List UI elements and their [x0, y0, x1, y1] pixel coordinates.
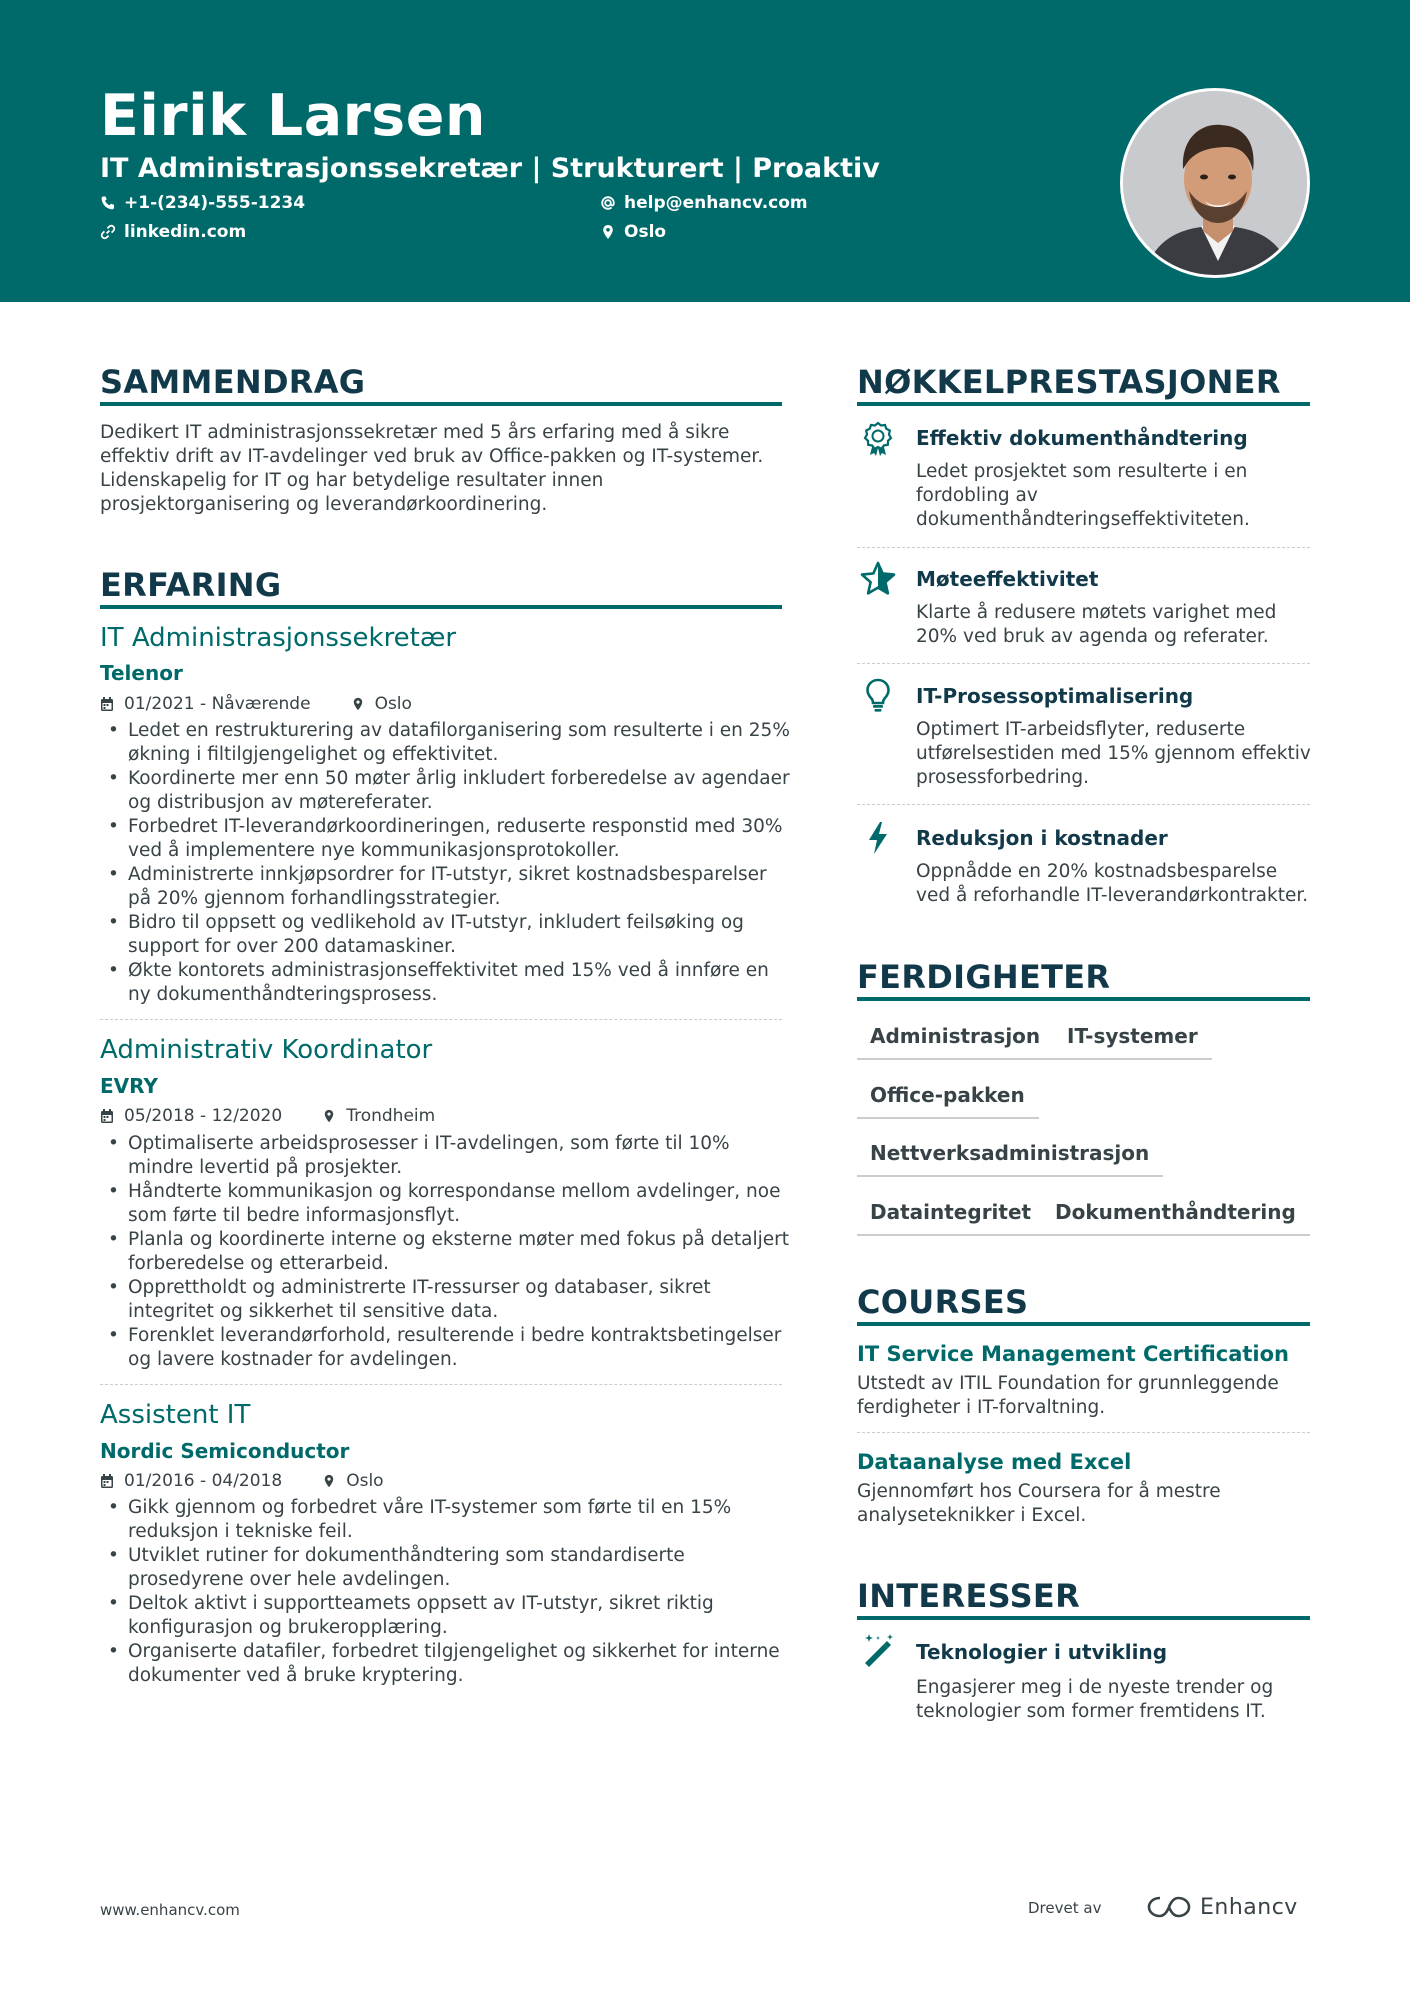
location-contact	[600, 220, 666, 244]
skill-tag: Nettverksadministrasjon	[857, 1139, 1163, 1177]
summary-line: effektiv drift av IT-avdelinger ved bruk av Office-pakken og IT-systemer.	[100, 446, 764, 467]
job-location: Oslo	[374, 694, 412, 714]
portrait-photo	[1123, 91, 1310, 278]
skill-tag: Dataintegritet	[857, 1198, 1045, 1236]
location-pin-icon	[600, 224, 616, 240]
phone-text: +1-(234)-555-1234	[124, 193, 306, 213]
list-item: • Organiserte datafiler, forbedret tilgjengelighet og sikkerhet for interne dokumenter ved å bruke kryptering.	[100, 1640, 790, 1688]
list-item: • Koordinerte mer enn 50 møter årlig inkludert forberedelse av agendaer og distribusjon av møtereferater.	[100, 767, 790, 815]
link-icon	[100, 224, 116, 240]
candidate-headline: IT Administrasjonssekretær | Strukturert | Proaktiv	[100, 153, 880, 184]
job-divider	[100, 1019, 782, 1020]
achievement-description: Oppnådde en 20% kostnadsbesparelse ved å reforhandle IT-leverandørkontrakter.	[916, 861, 1309, 906]
achievement-title: Reduksjon i kostnader	[916, 826, 1168, 850]
achievement-title: Effektiv dokumenthåndtering	[916, 426, 1248, 450]
email-text: help@enhancv.com	[624, 193, 808, 213]
summary-line: Dedikert IT administrasjonssekretær med 5 års erfaring med å sikre	[100, 422, 730, 443]
email-contact[interactable]	[600, 191, 808, 215]
skill-tag: Dokumenthåndtering	[1042, 1198, 1310, 1236]
award-ribbon-icon	[860, 420, 896, 456]
company-name: Nordic Semiconductor	[100, 1439, 350, 1463]
skills-heading: FERDIGHETER	[857, 958, 1111, 996]
achievement-title: Møteeffektivitet	[916, 567, 1099, 591]
list-item: • Utviklet rutiner for dokumenthåndtering som standardiserte prosedyrene over hele avdelingen.	[100, 1544, 790, 1592]
phone-icon	[100, 195, 116, 211]
list-item: • Økte kontorets administrasjonseffektivitet med 15% ved å innføre en ny dokumenthåndteringsprosess.	[100, 959, 790, 1007]
list-item: • Håndterte kommunikasjon og korrespondanse mellom avdelinger, noe som førte til bedre informasjonsflyt.	[100, 1180, 790, 1228]
list-item: • Deltok aktivt i supportteamets oppsett av IT-utstyr, sikret riktig konfigurasjon og brukeropplæring.	[100, 1592, 790, 1640]
magic-wand-icon	[860, 1632, 896, 1668]
job-location: Oslo	[346, 1471, 384, 1491]
linkedin-text: linkedin.com	[124, 222, 247, 242]
list-item: • Gikk gjennom og forbedret våre IT-systemer som førte til en 15% reduksjon i tekniske feil.	[100, 1496, 790, 1544]
skills-rule	[857, 997, 1310, 1001]
achievement-title: IT-Prosessoptimalisering	[916, 684, 1194, 708]
job-meta	[100, 692, 412, 716]
location-text: Oslo	[624, 222, 667, 242]
list-item: • Bidro til oppsett og vedlikehold av IT-utstyr, inkludert feilsøking og support for over 200 datamaskiner.	[100, 911, 790, 959]
job-bullets	[100, 719, 790, 1007]
location-pin-icon	[322, 1473, 336, 1489]
job-location: Trondheim	[346, 1106, 436, 1126]
courses-rule	[857, 1322, 1310, 1326]
location-pin-icon	[322, 1108, 336, 1124]
achievement-divider	[857, 804, 1310, 805]
summary-rule	[100, 402, 782, 406]
company-name: EVRY	[100, 1074, 158, 1098]
company-name: Telenor	[100, 661, 183, 685]
job-title: IT Administrasjonssekretær	[100, 623, 457, 653]
interest-description: Engasjerer meg i de nyeste trender og teknologier som former fremtidens IT.	[916, 1677, 1274, 1722]
list-item: • Opprettholdt og administrerte IT-ressurser og databaser, sikret integritet og sikkerhet til sensitive data.	[100, 1276, 790, 1324]
achievement-description: Ledet prosjektet som resulterte i en fordobling av dokumenthåndteringseffektiviteten.	[916, 461, 1250, 530]
star-icon	[860, 561, 896, 597]
at-icon	[600, 195, 616, 211]
lightning-icon	[860, 820, 896, 856]
linkedin-contact[interactable]	[100, 220, 246, 244]
job-divider	[100, 1384, 782, 1385]
summary-text	[100, 421, 763, 517]
achievements-rule	[857, 402, 1310, 406]
list-item: • Optimaliserte arbeidsprosesser i IT-avdelingen, som førte til 10% mindre levertid på prosjekter.	[100, 1132, 790, 1180]
experience-rule	[100, 605, 782, 609]
course-title: IT Service Management Certification	[857, 1342, 1289, 1366]
location-pin-icon	[351, 696, 365, 712]
summary-line: prosjektorganisering og leverandørkoordinering.	[100, 494, 548, 515]
achievement-description: Klarte å redusere møtets varighet med 20% ved bruk av agenda og referater.	[916, 602, 1277, 647]
courses-heading: COURSES	[857, 1283, 1029, 1321]
experience-heading: ERFARING	[100, 566, 282, 604]
calendar-icon	[100, 696, 114, 712]
lightbulb-icon	[860, 677, 896, 713]
job-meta	[100, 1469, 384, 1493]
course-divider	[857, 1432, 1310, 1433]
interests-heading: INTERESSER	[857, 1577, 1081, 1615]
list-item: • Administrerte innkjøpsordrer for IT-utstyr, sikret kostnadsbesparelser på 20% gjennom forhandlingsstrategier.	[100, 863, 790, 911]
summary-line: Lidenskapelig for IT og har betydelige resultater innen	[100, 470, 604, 491]
job-title: Assistent IT	[100, 1400, 251, 1430]
job-meta	[100, 1104, 435, 1128]
skill-tag: IT-systemer	[1054, 1022, 1212, 1060]
list-item: • Ledet en restrukturering av datafilorganisering som resulterte i en 25% økning i filtilgjengelighet og effektivitet.	[100, 719, 790, 767]
enhancv-logo[interactable]	[1146, 1894, 1298, 1920]
avatar	[1120, 88, 1310, 278]
enhancv-logo-icon	[1146, 1894, 1192, 1920]
list-item: • Forenklet leverandørforhold, resulterende i bedre kontraktsbetingelser og lavere kostnader for avdelingen.	[100, 1324, 790, 1372]
list-item: • Forbedret IT-leverandørkoordineringen, reduserte responstid med 30% ved å implementere nye kommunikasjonsprotokoller.	[100, 815, 790, 863]
calendar-icon	[100, 1473, 114, 1489]
job-bullets	[100, 1496, 790, 1688]
course-description: Gjennomført hos Coursera for å mestre analyseteknikker i Excel.	[857, 1481, 1221, 1526]
skill-tag: Office-pakken	[857, 1081, 1039, 1119]
interests-rule	[857, 1616, 1310, 1620]
footer-url[interactable]: www.enhancv.com	[100, 1901, 240, 1919]
achievements-heading: NØKKELPRESTASJONER	[857, 363, 1281, 401]
header-banner	[0, 0, 1410, 302]
enhancv-brand-text: Enhancv	[1200, 1894, 1298, 1920]
phone-contact[interactable]	[100, 191, 305, 215]
course-title: Dataanalyse med Excel	[857, 1450, 1132, 1474]
achievement-description: Optimert IT-arbeidsflyter, reduserte utførelsestiden med 15% gjennom effektiv prosessforbedring.	[916, 719, 1311, 788]
candidate-name: Eirik Larsen	[100, 83, 486, 149]
job-dates: 01/2021 - Nåværende	[124, 694, 311, 714]
achievement-divider	[857, 663, 1310, 664]
course-description: Utstedt av ITIL Foundation for grunnleggende ferdigheter i IT-forvaltning.	[857, 1373, 1279, 1418]
achievement-divider	[857, 547, 1310, 548]
job-dates: 01/2016 - 04/2018	[124, 1471, 283, 1491]
calendar-icon	[100, 1108, 114, 1124]
interest-title: Teknologier i utvikling	[916, 1640, 1168, 1664]
job-title: Administrativ Koordinator	[100, 1035, 433, 1065]
list-item: • Planla og koordinerte interne og eksterne møter med fokus på detaljert forberedelse og etterarbeid.	[100, 1228, 790, 1276]
job-bullets	[100, 1132, 790, 1372]
summary-heading: SAMMENDRAG	[100, 363, 366, 401]
job-dates: 05/2018 - 12/2020	[124, 1106, 283, 1126]
skill-tag: Administrasjon	[857, 1022, 1054, 1060]
footer-powered-by: Drevet av	[1028, 1899, 1102, 1917]
